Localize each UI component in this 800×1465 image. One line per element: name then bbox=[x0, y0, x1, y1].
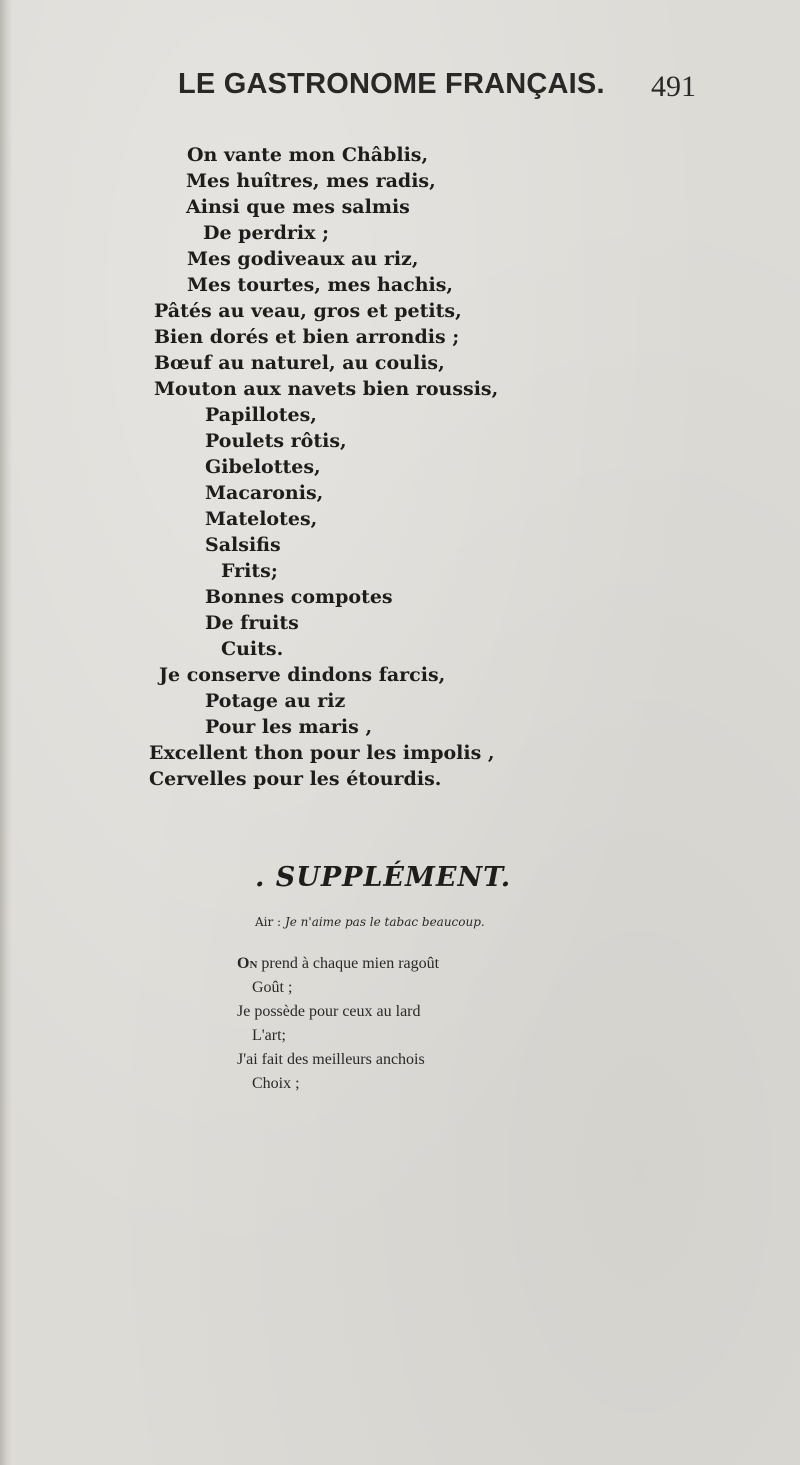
supplement-line bbox=[237, 1001, 421, 1023]
verse-line: Frits; bbox=[221, 560, 278, 582]
air-tune: Je n'aime pas le tabac beaucoup. bbox=[284, 915, 485, 929]
verse-line: Matelotes, bbox=[205, 508, 318, 530]
verse-line: Pour les maris , bbox=[205, 716, 373, 738]
verse-line: Pâtés au veau, gros et petits, bbox=[154, 300, 462, 322]
supplement-line bbox=[252, 977, 292, 999]
verse-line: Gibelottes, bbox=[205, 456, 321, 478]
verse-line: Bonnes compotes bbox=[205, 586, 393, 608]
supplement-line-text: L'art; bbox=[252, 1027, 286, 1044]
verse-line: On vante mon Châblis, bbox=[187, 144, 429, 166]
verse-line: Salsifis bbox=[205, 534, 281, 556]
verse-line: De fruits bbox=[205, 612, 299, 634]
air-indication bbox=[255, 915, 485, 929]
supplement-line-text: prend à chaque mien ragoût bbox=[257, 955, 440, 972]
running-title: LE GASTRONOME FRANÇAIS. bbox=[178, 68, 605, 100]
verse-line: Bœuf au naturel, au coulis, bbox=[154, 352, 445, 374]
supplement-first-word: On bbox=[237, 955, 258, 972]
verse-line: Mes huîtres, mes radis, bbox=[186, 170, 436, 192]
supplement-line bbox=[237, 1049, 425, 1071]
supplement-title: . SUPPLÉMENT. bbox=[255, 862, 512, 893]
verse-line: Cervelles pour les étourdis. bbox=[149, 768, 442, 790]
supplement-line bbox=[237, 953, 439, 975]
page-number: 491 bbox=[651, 70, 696, 103]
verse-line: Ainsi que mes salmis bbox=[186, 196, 410, 218]
verse-line: Mouton aux navets bien roussis, bbox=[154, 378, 499, 400]
verse-line: Cuits. bbox=[221, 638, 284, 660]
supplement-line bbox=[252, 1025, 286, 1047]
supplement-line-text: Goût ; bbox=[252, 979, 293, 996]
verse-line: Mes tourtes, mes hachis, bbox=[187, 274, 454, 296]
verse-line: Potage au riz bbox=[205, 690, 346, 712]
verse-line: Bien dorés et bien arrondis ; bbox=[154, 326, 460, 348]
verse-line: Poulets rôtis, bbox=[205, 430, 347, 452]
supplement-line bbox=[252, 1073, 300, 1095]
verse-line: De perdrix ; bbox=[203, 222, 330, 244]
supplement-line-text: Je possède pour ceux au lard bbox=[237, 1003, 421, 1020]
verse-line: Papillotes, bbox=[205, 404, 317, 426]
verse-line: Excellent thon pour les impolis , bbox=[149, 742, 495, 764]
supplement-line-text: J'ai fait des meilleurs anchois bbox=[237, 1051, 425, 1068]
verse-line: Macaronis, bbox=[205, 482, 324, 504]
verse-line: Je conserve dindons farcis, bbox=[159, 664, 446, 686]
verse-line: Mes godiveaux au riz, bbox=[187, 248, 419, 270]
air-label: Air : bbox=[255, 915, 282, 929]
supplement-line-text: Choix ; bbox=[252, 1075, 300, 1092]
